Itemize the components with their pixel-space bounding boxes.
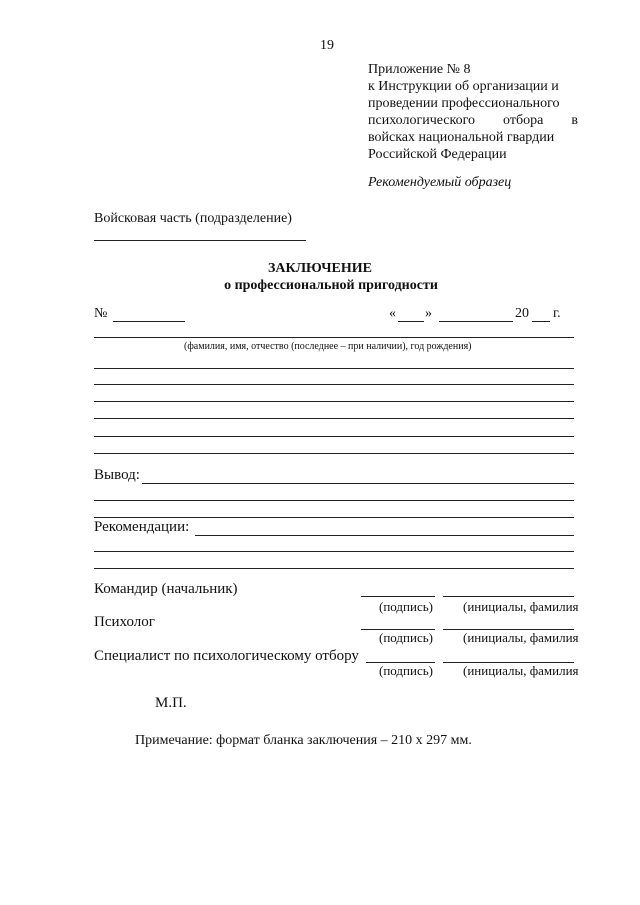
- specialist-name-caption: (инициалы, фамилия: [463, 663, 579, 678]
- appendix-line-5: Российской Федерации: [368, 147, 507, 162]
- date-month-line[interactable]: [439, 321, 513, 322]
- recommendations-line[interactable]: [94, 551, 574, 552]
- info-line[interactable]: [94, 453, 574, 454]
- appendix-line-3: психологического отбора в: [368, 113, 578, 128]
- date-day-line[interactable]: [398, 321, 424, 322]
- conclusion-label: Вывод:: [94, 467, 140, 483]
- info-line[interactable]: [94, 418, 574, 419]
- commander-label: Командир (начальник): [94, 581, 238, 597]
- psychologist-sign-caption: (подпись): [379, 630, 433, 645]
- seal-label: М.П.: [155, 695, 187, 711]
- conclusion-field-line[interactable]: [142, 483, 574, 484]
- conclusion-line[interactable]: [94, 500, 574, 501]
- commander-name-line[interactable]: [443, 596, 574, 597]
- unit-label: Войсковая часть (подразделение): [94, 211, 292, 226]
- specialist-label: Специалист по психологическому отбору: [94, 648, 359, 664]
- info-line[interactable]: [94, 436, 574, 437]
- date-quote-close: »: [425, 306, 432, 321]
- appendix-title: Приложение № 8: [368, 62, 471, 77]
- page-number: 19: [320, 38, 334, 53]
- date-year-prefix: 20: [515, 306, 529, 321]
- recommendations-line[interactable]: [94, 568, 574, 569]
- info-line[interactable]: [94, 368, 574, 369]
- recommendations-label: Рекомендации:: [94, 519, 190, 535]
- commander-sign-caption: (подпись): [379, 599, 433, 614]
- fio-field-line[interactable]: [94, 337, 574, 338]
- appendix-line-4: войсках национальной гвардии: [368, 130, 555, 145]
- date-year-suffix: г.: [553, 306, 561, 321]
- unit-field-line[interactable]: [94, 240, 306, 241]
- appendix-line-2: проведении профессионального: [368, 96, 560, 111]
- doc-subtitle: о профессиональной пригодности: [224, 278, 438, 293]
- doc-title: ЗАКЛЮЧЕНИЕ: [267, 261, 373, 276]
- info-line[interactable]: [94, 401, 574, 402]
- psychologist-name-caption: (инициалы, фамилия: [463, 630, 579, 645]
- commander-signature-line[interactable]: [361, 596, 435, 597]
- sample-note: Рекомендуемый образец: [368, 175, 512, 190]
- number-sign: №: [94, 306, 108, 321]
- recommendations-field-line[interactable]: [195, 535, 574, 536]
- date-year-line[interactable]: [532, 321, 550, 322]
- appendix-line-1: к Инструкции об организации и: [368, 79, 559, 94]
- fio-caption: (фамилия, имя, отчество (последнее – при наличии), год рождения): [184, 341, 472, 352]
- number-field-line[interactable]: [113, 321, 185, 322]
- footnote: Примечание: формат бланка заключения – 210 х 297 мм.: [135, 733, 472, 748]
- specialist-sign-caption: (подпись): [379, 663, 433, 678]
- info-line[interactable]: [94, 384, 574, 385]
- commander-name-caption: (инициалы, фамилия: [463, 599, 579, 614]
- conclusion-line[interactable]: [94, 517, 574, 518]
- date-quote-open: «: [389, 306, 396, 321]
- psychologist-label: Психолог: [94, 614, 155, 630]
